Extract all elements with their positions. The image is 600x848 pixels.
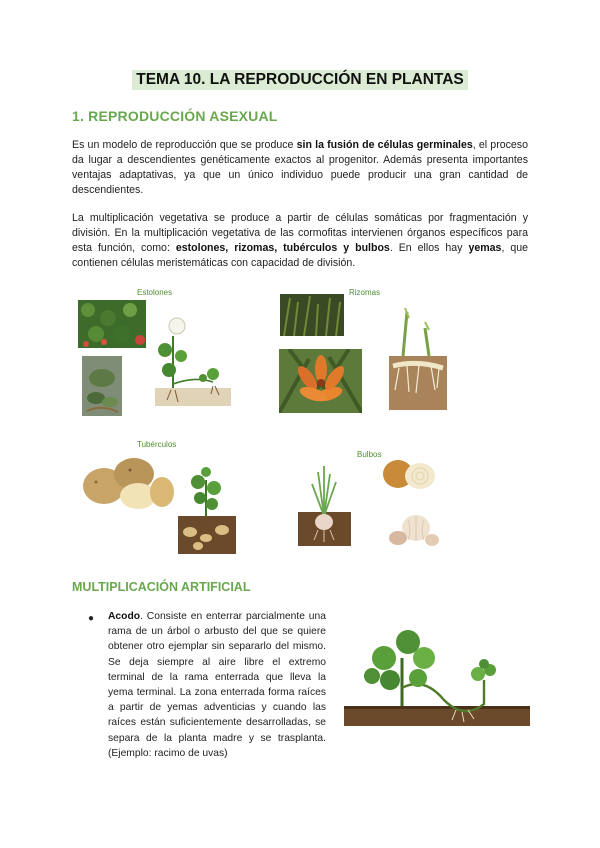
estolones-diagram <box>155 316 231 406</box>
bulbos-photo-garlic <box>386 510 440 548</box>
caption-rizomas: Rizomas <box>349 288 381 297</box>
section-heading-multiplicacion-artificial: MULTIPLICACIÓN ARTIFICIAL <box>72 580 251 594</box>
caption-tuberculos: Tubérculos <box>137 440 177 449</box>
tuberculos-photo-potatoes <box>82 452 174 512</box>
caption-bulbos: Bulbos <box>357 450 382 459</box>
rizomas-photo-lily <box>279 349 362 413</box>
paragraph-asexual-definition: Es un modelo de reproducción que se produce sin la fusión de células germinales, el proceso da lugar a descendientes genéticamente exactos al progenitor. Además presenta importantes ventajas adaptativas, ya que un único individuo puede producir una gran cantidad de descendientes. <box>72 139 528 196</box>
acodo-diagram <box>344 628 530 726</box>
tuberculos-diagram <box>178 466 236 554</box>
rizomas-diagram <box>389 308 447 410</box>
page-title: TEMA 10. LA REPRODUCCIÓN EN PLANTAS <box>132 70 468 90</box>
term-acodo: Acodo <box>108 611 141 622</box>
paragraph-multiplicacion-vegetativa: La multiplicación vegetativa se produce a partir de células somáticas por fragmentación y división. En la multiplicación vegetativa de las cormofitas intervienen órganos específicos para esta función, como: estolones, rizomas, tubérculos y bulbos. En ellos hay yemas, que contienen células meristemáticas con capacidad de división. <box>72 212 529 269</box>
paragraph-acodo: Acodo. Consiste en enterrar parcialmente una rama de un árbol o arbusto del que se quiere obtener otro ejemplar sin separarlo del mismo. Se deja siempre al aire libre el extremo terminal de la rama enterrada que lleva la yema terminal. La zona enterrada forma raíces a partir de yemas adventicias y cuando las raíces están suficientemente desarrolladas, se separa de la planta madre y se trasplanta. (Ejemplo: racimo de uvas) <box>108 611 326 759</box>
estolones-photo-closeup <box>82 356 122 416</box>
rizomas-photo-field <box>280 294 344 336</box>
bulbos-photo-onions <box>380 456 438 492</box>
section-heading-reproduccion-asexual: 1. REPRODUCCIÓN ASEXUAL <box>72 108 278 124</box>
estolones-photo-field <box>78 300 146 348</box>
caption-estolones: Estolones <box>137 288 173 297</box>
bullet-marker: ● <box>88 613 95 624</box>
bulbos-diagram <box>298 466 351 546</box>
